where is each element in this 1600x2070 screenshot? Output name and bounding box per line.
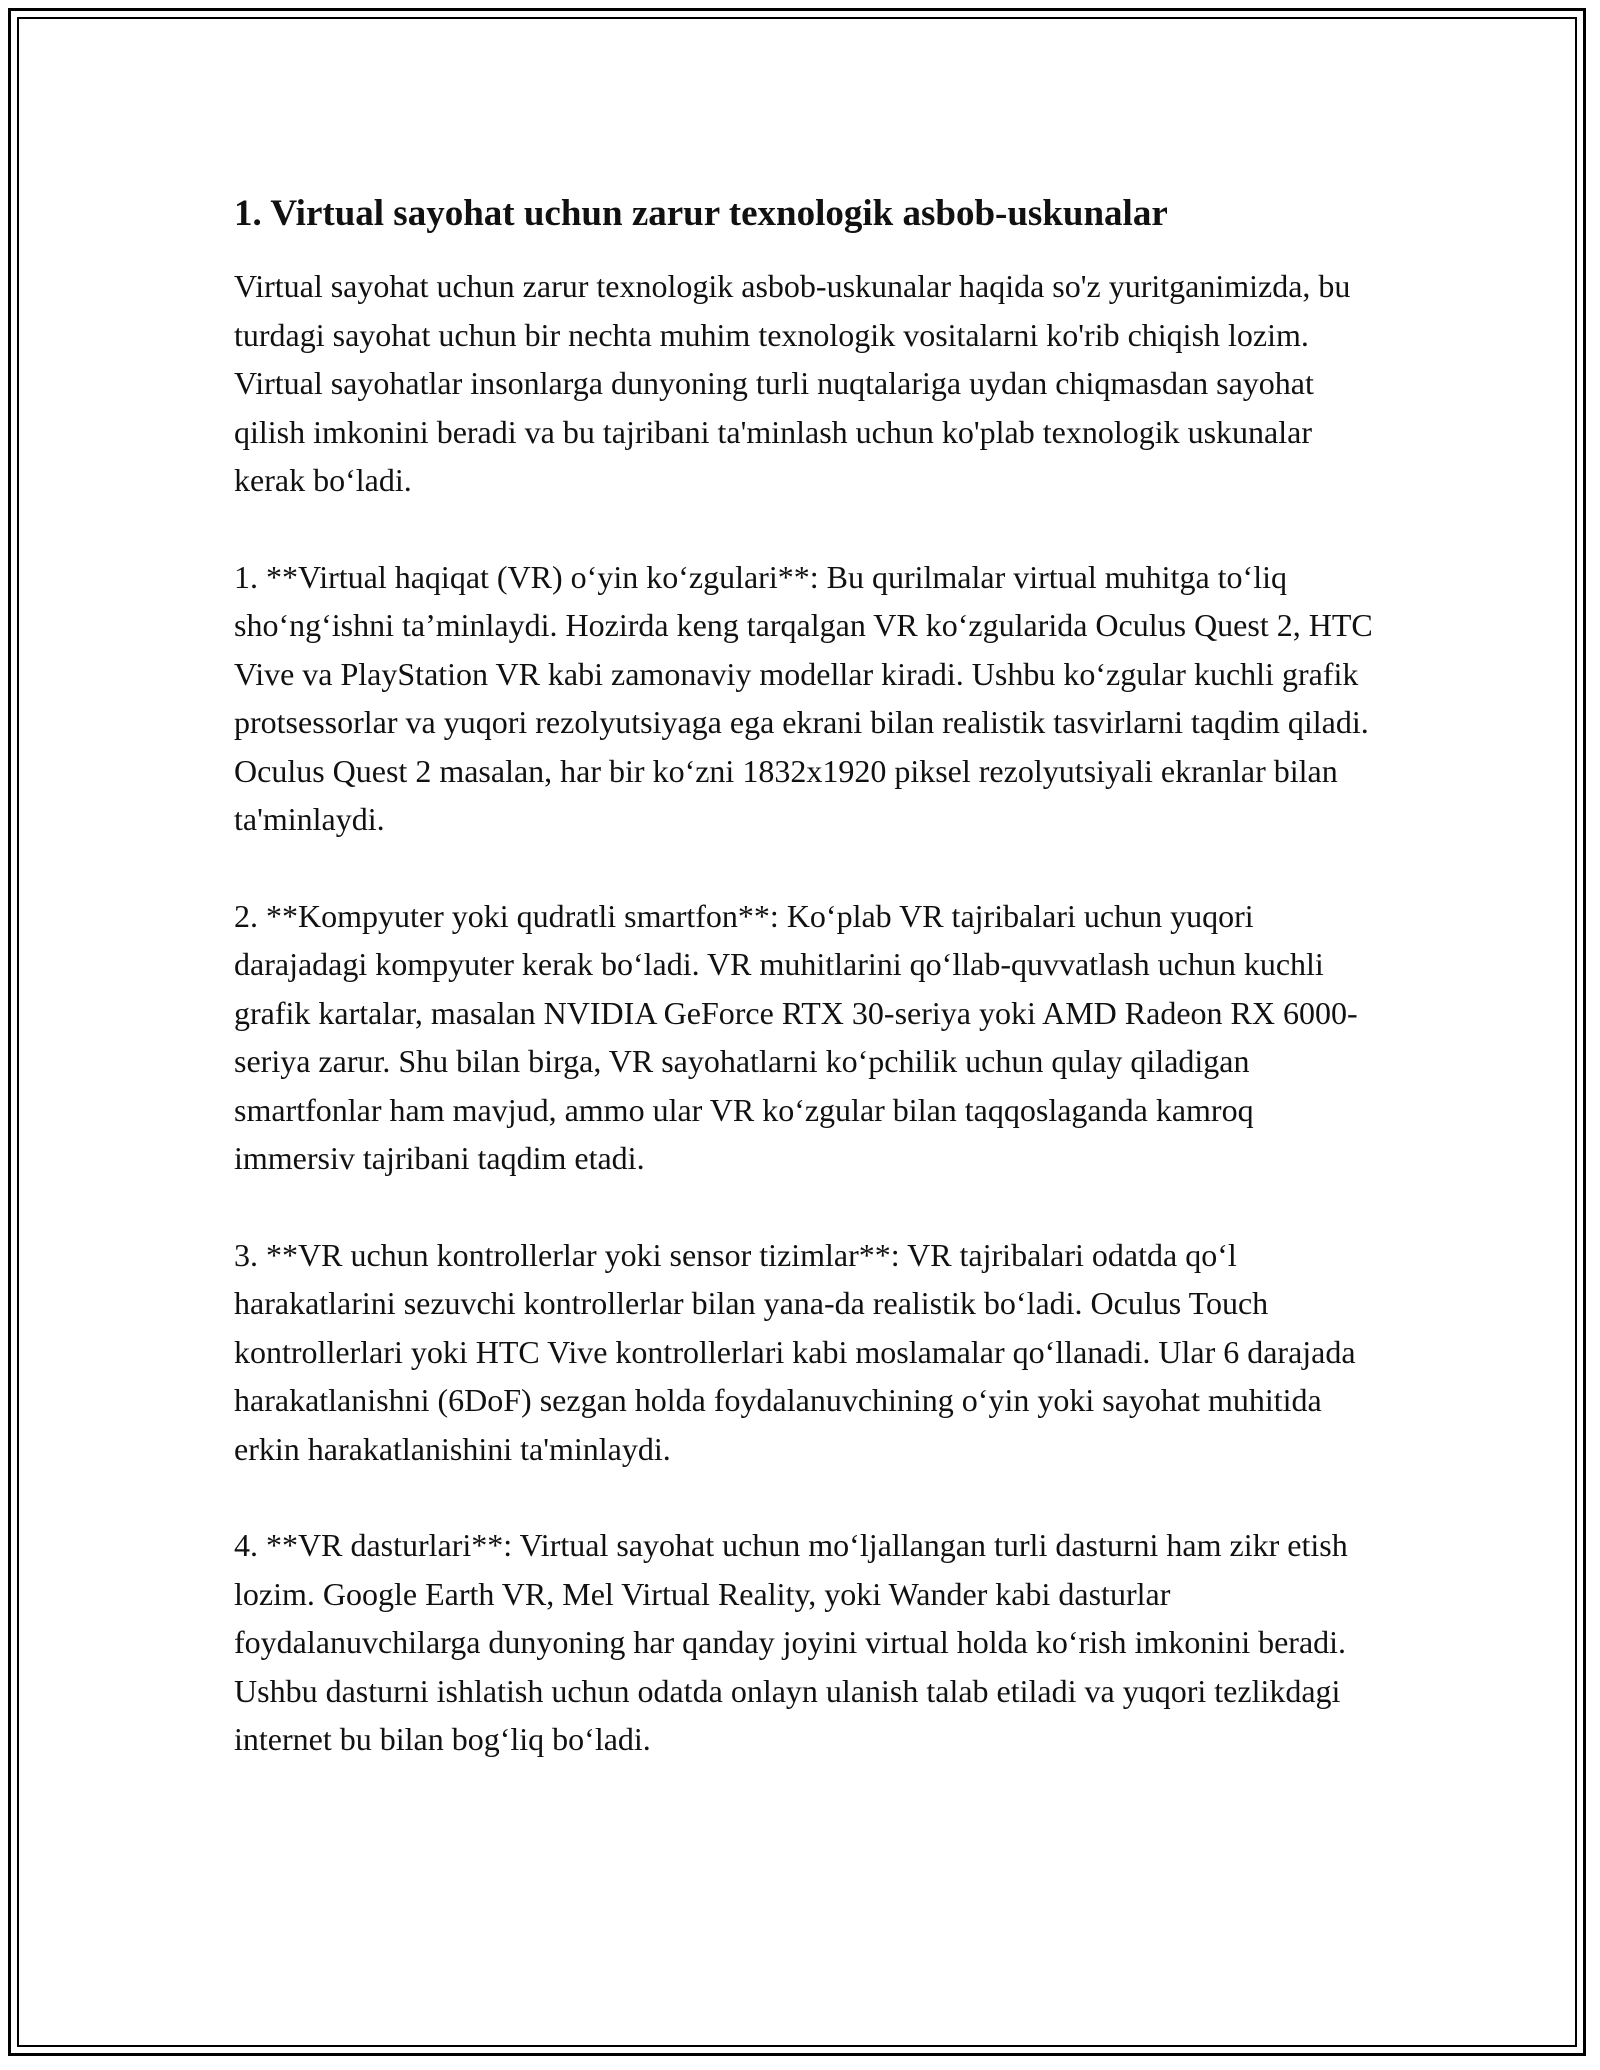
section-heading: 1. Virtual sayohat uchun zarur texnologik asbob-uskunalar — [234, 193, 1168, 234]
document-body — [234, 188, 1374, 1812]
list-item-vr-headsets: 1. **Virtual haqiqat (VR) o‘yin ko‘zgulari**: Bu qurilmalar virtual muhitga to‘liq sho‘ng‘ishni ta’minlaydi. Hozirda keng tarqalgan VR ko‘zgularida Oculus Quest 2, HTC Vive va PlayStation VR kabi zamonaviy modellar kiradi. Ushbu ko‘zgular kuchli grafik protsessorlar va yuqori rezolyutsiyaga ega ekrani bilan realistik tasvirlarni taqdim qiladi. Oculus Quest 2 masalan, har bir ko‘zni 1832x1920 piksel rezolyutsiyali ekranlar bilan ta'minlaydi. — [234, 558, 1373, 837]
list-item-computer: 2. **Kompyuter yoki qudratli smartfon**: Ko‘plab VR tajribalari uchun yuqori darajadagi kompyuter kerak bo‘ladi. VR muhitlarini qo‘llab-quvvatlash uchun kuchli grafik kartalar, masalan NVIDIA GeForce RTX 30-seriya yoki AMD Radeon RX 6000-seriya zarur. Shu bilan birga, VR sayohatlarni ko‘pchilik uchun qulay qiladigan smartfonlar ham mavjud, ammo ular VR ko‘zgular bilan taqqoslaganda kamroq immersiv tajribani taqdim etadi. — [234, 897, 1358, 1176]
list-item-software: 4. **VR dasturlari**: Virtual sayohat uchun mo‘ljallangan turli dasturni ham zikr etish lozim. Google Earth VR, Mel Virtual Reality, yoki Wander kabi dasturlar foydalanuvchilarga dunyoning har qanday joyini virtual holda ko‘rish imkonini beradi. Ushbu dasturni ishlatish uchun odatda onlayn ulanish talab etiladi va yuqori tezlikdagi internet bu bilan bog‘liq bo‘ladi. — [234, 1527, 1348, 1757]
list-item-controllers: 3. **VR uchun kontrollerlar yoki sensor tizimlar**: VR tajribalari odatda qo‘l harakatlarini sezuvchi kontrollerlar bilan yana-da realistik bo‘ladi. Oculus Touch kontrollerlari yoki HTC Vive kontrollerlari kabi moslamalar qo‘llanadi. Ular 6 darajada harakatlanishni (6DoF) sezgan holda foydalanuvchining o‘yin yoki sayohat muhitida erkin harakatlanishini ta'minlaydi. — [234, 1236, 1356, 1467]
intro-paragraph: Virtual sayohat uchun zarur texnologik asbob-uskunalar haqida so'z yuritganimizda, bu turdagi sayohat uchun bir nechta muhim texnologik vositalarni ko'rib chiqish lozim. Virtual sayohatlar insonlarga dunyoning turli nuqtalariga uydan chiqmasdan sayohat qilish imkonini beradi va bu tajribani ta'minlash uchun ko'plab texnologik uskunalar kerak bo‘ladi. — [234, 268, 1351, 498]
